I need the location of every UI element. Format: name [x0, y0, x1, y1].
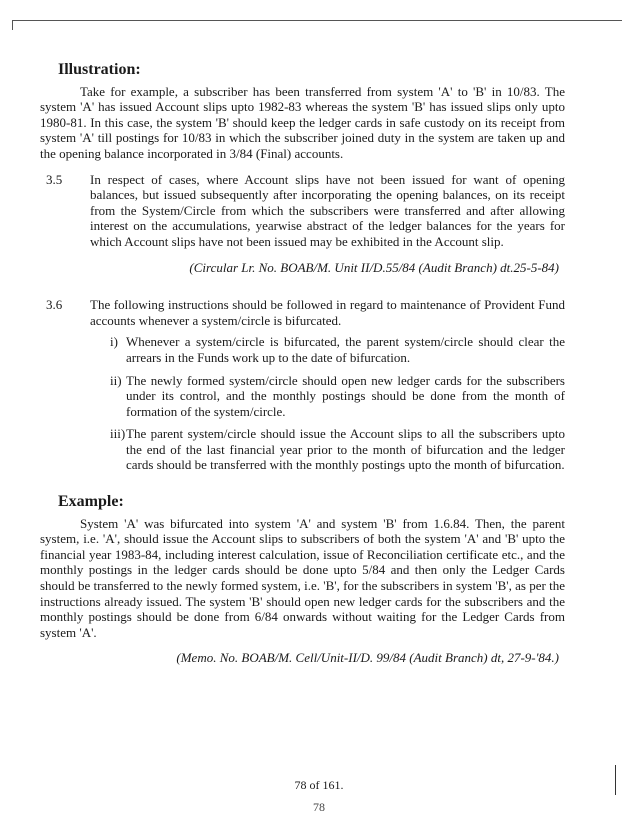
section-content — [90, 297, 565, 480]
section-number: 3.6 — [46, 297, 63, 313]
section-3-6 — [40, 297, 565, 480]
list-marker: i) — [110, 334, 118, 350]
list-item-text: The newly formed system/circle should open new ledger cards for the subscribers under its control, and the monthly postings should be done from the month of formation of the system/circle. — [126, 372, 565, 419]
citation: (Memo. No. BOAB/M. Cell/Unit-II/D. 99/84 (Audit Branch) dt, 27-9-'84.) — [176, 650, 559, 666]
list-item — [110, 426, 565, 473]
list-item — [110, 334, 565, 365]
top-rule-corner — [12, 20, 13, 30]
illustration-heading: Illustration: — [58, 61, 141, 78]
list-item — [110, 373, 565, 420]
top-rule — [12, 20, 622, 21]
section-text: In respect of cases, where Account slips have not been issued for want of opening balances, but issued subsequently after incorporating the opening balances, on its receipt from the System/Circle from which the subscribers were transferred and after allowing interest on the accumulations, yearwise abstract of the ledger balances for the years for which Account slips have not been issued may be exhibited in the Account slip. — [90, 171, 565, 249]
document-body — [40, 62, 565, 666]
list-item-text: The parent system/circle should issue the Account slips to all the subscribers upto the end of the last financial year prior to the month of bifurcation and the ledger cards should be transferred with the monthly postings upto the month of bifurcation. — [126, 426, 565, 473]
list-marker: iii) — [110, 426, 126, 442]
section-3-5 — [40, 172, 565, 250]
illustration-text: Take for example, a subscriber has been transferred from system 'A' to 'B' in 10/83. The system 'A' has issued Account slips upto 1982-83 whereas the system 'B' has issued slips only upto 1980-81. In this case, the system 'B' should keep the ledger cards in safe custody on its receipt from system 'A' till postings for 10/83 in which the subscriber joined duty in the system are taken up and the opening balance incorporated in 3/84 (Final) accounts. — [40, 83, 565, 161]
section-number: 3.5 — [46, 171, 63, 187]
section-text: The following instructions should be followed in regard to maintenance of Provident Fund accounts whenever a system/circle is bifurcated. — [90, 297, 565, 328]
list-marker: ii) — [110, 372, 122, 388]
page-number: 78 — [313, 800, 325, 814]
list-item-text: Whenever a system/circle is bifurcated, the parent system/circle should clear the arrears in the Funds work up to the date of bifurcation. — [126, 334, 565, 365]
example-text: System 'A' was bifurcated into system 'A' and system 'B' from 1.6.84. Then, the parent system, i.e. 'A', should issue the Account slips to subscribers of both the system 'A' and 'B' upto the financial year 1983-84, including interest calculation, issue of Reconciliation certificate etc., and the monthly postings in the ledger cards should be done upto 5/84 and then only the Ledger Cards should be transferred to the newly formed system, i.e. 'B', for the subscribers in system 'B', as per the instructions already issued. The system 'B' should open new ledger cards for the subscribers and the monthly postings should be done from 6/84 onwards without waiting for the Ledger Cards from system 'A'. — [40, 515, 565, 640]
example-heading: Example: — [58, 493, 124, 511]
instruction-list — [110, 334, 565, 473]
citation: (Circular Lr. No. BOAB/M. Unit II/D.55/84 (Audit Branch) dt.25-5-84) — [189, 259, 559, 275]
page-counter: 78 of 161. — [294, 778, 344, 792]
